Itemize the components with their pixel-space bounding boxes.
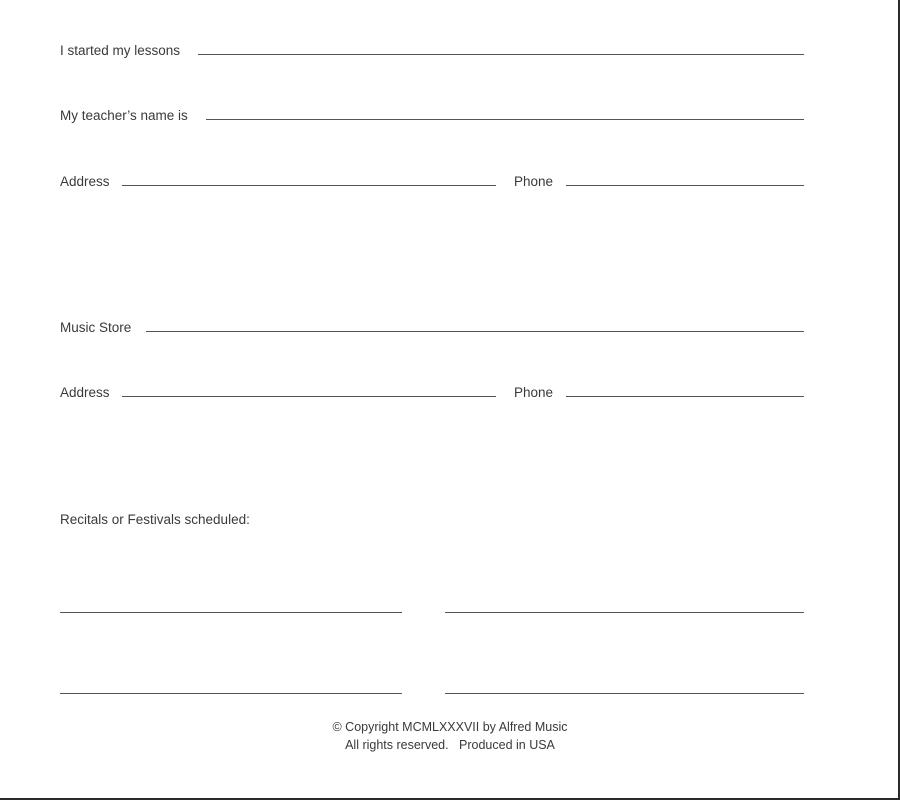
rights-text: All rights reserved. Produced in USA: [345, 738, 555, 752]
recitals-label: Recitals or Festivals scheduled:: [60, 512, 250, 527]
recital-line-4[interactable]: [445, 693, 804, 694]
recital-line-1[interactable]: [60, 612, 402, 613]
teacher-phone-label: Phone: [514, 174, 554, 189]
teacher-address-line[interactable]: [122, 185, 496, 186]
recital-line-3[interactable]: [60, 693, 402, 694]
teacher-address-label: Address: [60, 174, 110, 189]
store-address-line[interactable]: [122, 396, 496, 397]
store-phone-label: Phone: [514, 385, 554, 400]
store-phone-line[interactable]: [566, 396, 804, 397]
recital-line-2[interactable]: [445, 612, 804, 613]
copyright-text: © Copyright MCMLXXXVII by Alfred Music: [332, 720, 568, 734]
teacher-phone-line[interactable]: [566, 185, 804, 186]
lessons-line[interactable]: [198, 54, 804, 55]
music-store-line[interactable]: [146, 331, 804, 332]
lessons-label: I started my lessons: [60, 43, 181, 58]
music-store-label: Music Store: [60, 320, 132, 335]
teacher-name-label: My teacher’s name is: [60, 108, 188, 123]
teacher-name-line[interactable]: [206, 119, 804, 120]
store-address-label: Address: [60, 385, 110, 400]
